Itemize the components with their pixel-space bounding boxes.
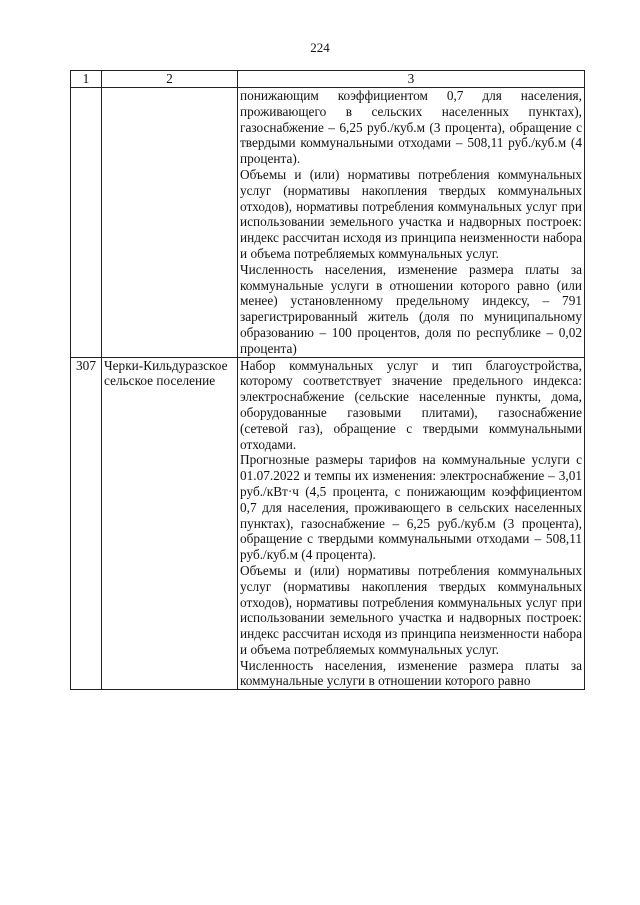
paragraph: Объемы и (или) нормативы потребления коммунальных услуг (нормативы накопления твердых коммунальных отходов), нормативы потребления коммунальных услуг при использовании земельного участка и надворных построек: индекс рассчитан исходя из принципа неизменности набора и объема потребляемых коммунальных услуг. [240,166,582,261]
paragraph: понижающим коэффициентом 0,7 для населения, проживающего в сельских населенных пунктах), газоснабжение – 6,25 руб./куб.м (3 процента), обращение с твердыми коммунальными отходами – 508,11 руб./куб.м (4 процента). [240,88,582,167]
paragraph: Численность населения, изменение размера платы за коммунальные услуги в отношении которого равно [240,657,582,689]
table-row [71,357,585,690]
table-header-row [71,71,585,88]
row-number: 307 [71,357,102,690]
header-col-3: 3 [238,71,585,88]
paragraph: Объемы и (или) нормативы потребления коммунальных услуг (нормативы накопления твердых коммунальных отходов), нормативы потребления коммунальных услуг при использовании земельного участка и надворных построек: индекс рассчитан исходя из принципа неизменности набора и объема потребляемых коммунальных услуг. [240,562,582,657]
row-description [238,88,585,358]
row-description [238,357,585,690]
table-row [71,88,585,358]
paragraph: Численность населения, изменение размера платы за коммунальные услуги в отношении которого равно (или менее) установленному предельному индексу, – 791 зарегистрированный житель (доля по муниципальному образованию – 100 процентов, доля по республике – 0,02 процента) [240,261,582,356]
header-col-2: 2 [102,71,238,88]
row-number [71,88,102,358]
paragraph: Прогнозные размеры тарифов на коммунальные услуги с 01.07.2022 и темпы их изменения: электроснабжение – 3,01 руб./кВт·ч (4,5 процента, с понижающим коэффициентом 0,7 для населения, проживающего в сельских населенных пунктах), газоснабжение – 6,25 руб./куб.м (3 процента), обращение с твердыми коммунальными отходами – 508,11 руб./куб.м (4 процента). [240,452,582,563]
tariff-table [70,70,585,690]
paragraph: Набор коммунальных услуг и тип благоустройства, которому соответствует значение предельного индекса: электроснабжение (сельские населенные пункты, дома, оборудованные газовыми плитами), газоснабжение (сетевой газ), обращение с твердыми коммунальными отходами. [240,357,582,452]
page-number: 224 [310,40,330,55]
municipality-name [102,88,238,358]
header-col-1: 1 [71,71,102,88]
municipality-name: Черки-Кильдуразское сельское поселение [102,357,238,690]
